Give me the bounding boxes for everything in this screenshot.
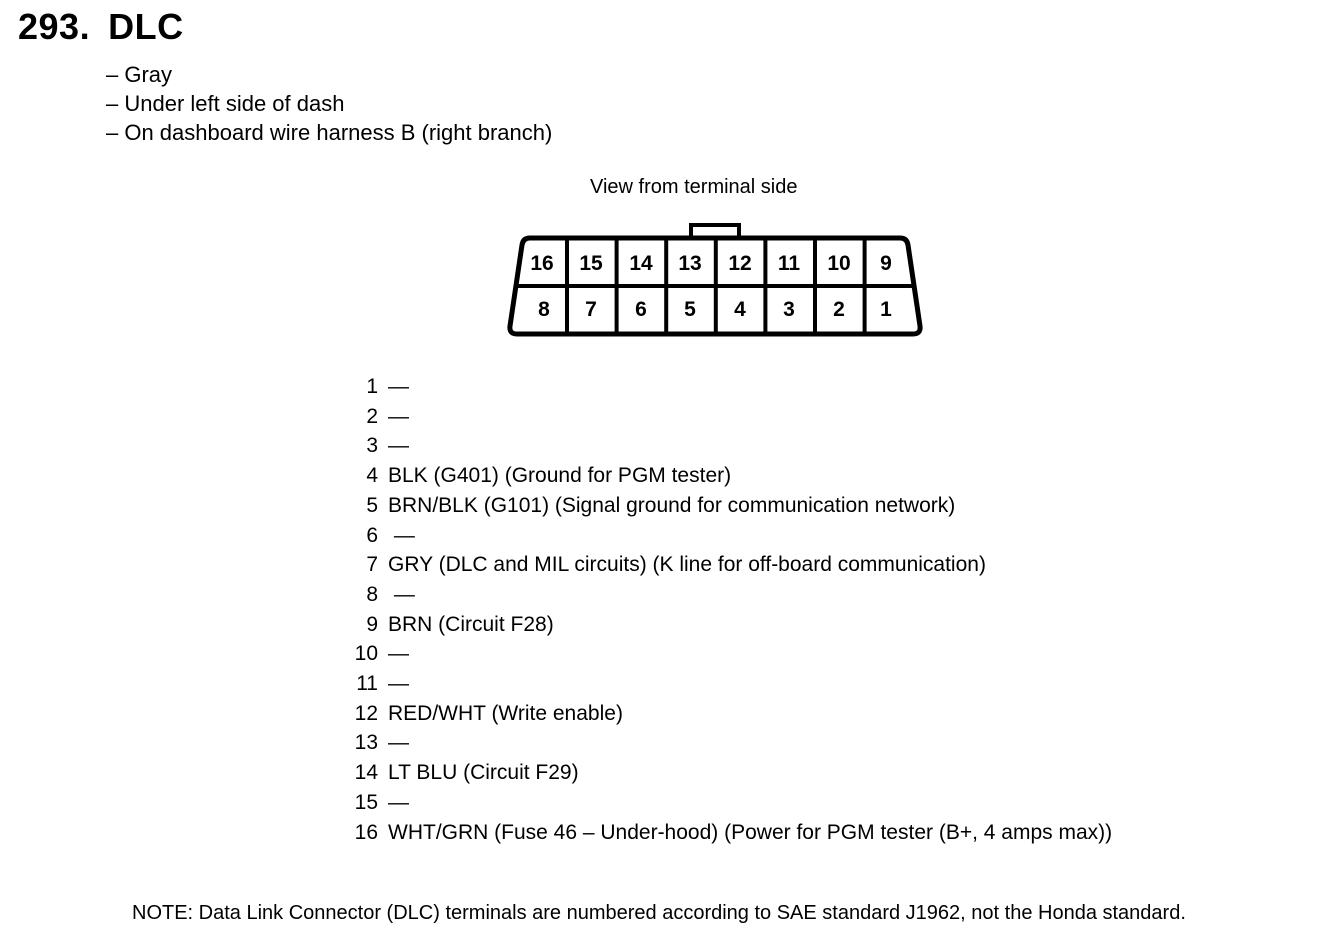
pin-number: 10 xyxy=(354,642,378,666)
pin-number: 13 xyxy=(354,731,378,755)
description-color: – Gray xyxy=(106,62,173,87)
pin-label: 14 xyxy=(629,252,653,275)
pin-description: — xyxy=(388,434,409,458)
pin-label: 1 xyxy=(880,298,892,321)
pin-row xyxy=(340,372,1112,402)
pin-row xyxy=(340,788,1112,818)
pin-row xyxy=(340,491,1112,521)
pin-description: — xyxy=(388,523,415,547)
pin-list xyxy=(340,372,1112,847)
pin-label: 12 xyxy=(728,252,752,275)
pin-description: — xyxy=(388,582,415,606)
pin-number: 15 xyxy=(354,790,378,814)
pin-label: 11 xyxy=(777,252,801,275)
pin-number: 8 xyxy=(366,582,378,606)
pin-description: LT BLU (Circuit F29) xyxy=(388,761,579,785)
pin-label: 13 xyxy=(678,252,702,275)
pin-number: 12 xyxy=(354,701,378,725)
pin-row xyxy=(340,461,1112,491)
connector-diagram xyxy=(500,218,930,342)
pin-description: BRN (Circuit F28) xyxy=(388,612,554,636)
pin-label: 8 xyxy=(538,298,550,321)
pin-row xyxy=(340,402,1112,432)
description-harness: – On dashboard wire harness B (right branch) xyxy=(106,120,553,145)
pin-description: BRN/BLK (G101) (Signal ground for communication network) xyxy=(388,493,956,517)
pin-description: — xyxy=(388,790,409,814)
pin-row xyxy=(340,699,1112,729)
pin-row xyxy=(340,580,1112,610)
pin-number: 4 xyxy=(366,464,378,488)
pin-label: 10 xyxy=(827,252,851,275)
pin-row xyxy=(340,431,1112,461)
pin-description: — xyxy=(388,672,409,696)
pin-description: WHT/GRN (Fuse 46 – Under-hood) (Power for PGM tester (B+, 4 amps max)) xyxy=(388,820,1113,844)
pin-row xyxy=(340,550,1112,580)
pin-row xyxy=(340,728,1112,758)
pin-label: 16 xyxy=(530,252,554,275)
pin-description: — xyxy=(388,642,409,666)
page-title xyxy=(18,6,184,48)
view-caption: View from terminal side xyxy=(590,176,798,198)
pin-number: 2 xyxy=(366,404,378,428)
pin-number: 7 xyxy=(366,553,378,577)
pin-description: — xyxy=(388,731,409,755)
pin-label: 3 xyxy=(783,298,795,321)
pin-description: — xyxy=(388,375,409,398)
pin-label: 4 xyxy=(734,298,746,321)
pin-label: 9 xyxy=(880,252,892,275)
pin-label: 15 xyxy=(579,252,603,275)
pin-number: 16 xyxy=(354,820,378,844)
pin-row xyxy=(340,639,1112,669)
connector-number: 293. xyxy=(18,6,91,47)
pin-number: 5 xyxy=(366,493,378,517)
pin-description: BLK (G401) (Ground for PGM tester) xyxy=(388,464,732,488)
footnote: NOTE: Data Link Connector (DLC) terminals are numbered according to SAE standard J1962, not the Honda standard. xyxy=(132,902,1186,924)
pin-number: 1 xyxy=(366,375,378,398)
pin-label: 6 xyxy=(635,298,647,321)
pin-number: 14 xyxy=(354,761,378,785)
pin-description: — xyxy=(388,404,409,428)
connector-description xyxy=(106,60,552,147)
pin-number: 11 xyxy=(356,672,378,696)
pin-number: 6 xyxy=(366,523,378,547)
connector-name: DLC xyxy=(108,6,184,47)
pin-description: GRY (DLC and MIL circuits) (K line for off-board communication) xyxy=(388,553,986,577)
pin-row xyxy=(340,610,1112,640)
pin-description: RED/WHT (Write enable) xyxy=(388,701,623,725)
description-location: – Under left side of dash xyxy=(106,91,345,116)
pin-label: 2 xyxy=(833,298,845,321)
pin-row xyxy=(340,669,1112,699)
pin-row xyxy=(340,818,1112,848)
pin-row xyxy=(340,521,1112,551)
pin-label: 5 xyxy=(684,298,696,321)
pin-label: 7 xyxy=(585,298,597,321)
pin-number: 9 xyxy=(366,612,378,636)
pin-number: 3 xyxy=(366,434,378,458)
pin-row xyxy=(340,758,1112,788)
